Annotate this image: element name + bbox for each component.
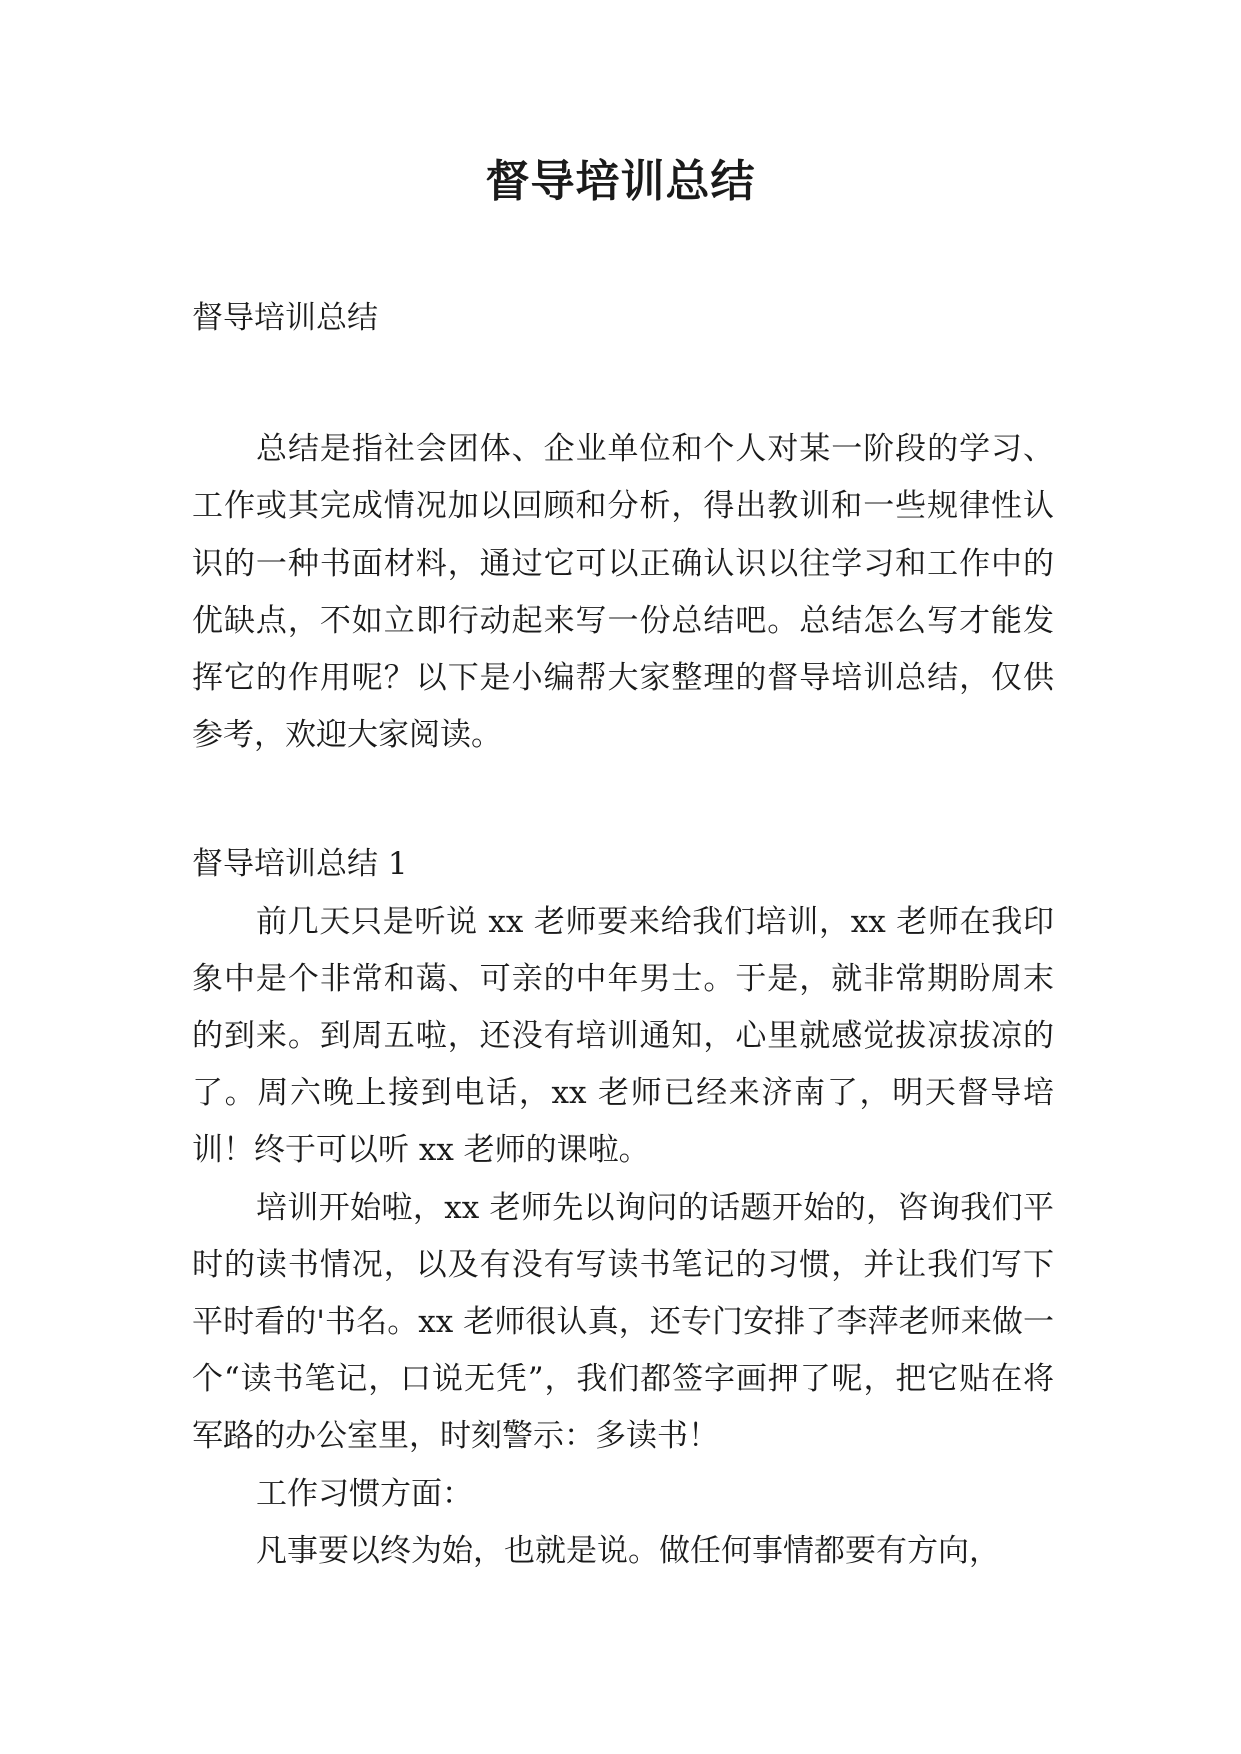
body-paragraph: 凡事要以终为始，也就是说。做任何事情都要有方向， (256, 1532, 1000, 1569)
document-subtitle: 督导培训总结 (192, 300, 378, 336)
spacer (192, 764, 1054, 836)
document-title: 督导培训总结 (485, 156, 756, 207)
document-body (192, 290, 1054, 1580)
body-paragraph: 前几天只是听说 xx 老师要来给我们培训，xx 老师在我印象中是个非常和蔼、可亲的中年男士。于是，就非常期盼周末的到来。到周五啦，还没有培训通知，心里就感觉拔凉拔凉的了。周六晚上接到电话，xx 老师已经来济南了，明天督导培训！终于可以听 xx 老师的课啦。 (192, 903, 1054, 1169)
body-paragraph: 工作习惯方面： (256, 1475, 473, 1512)
intro-paragraph: 总结是指社会团体、企业单位和个人对某一阶段的学习、工作或其完成情况加以回顾和分析，得出教训和一些规律性认识的一种书面材料，通过它可以正确认识以往学习和工作中的优缺点，不如立即行动起来写一份总结吧。总结怎么写才能发挥它的作用呢？以下是小编帮大家整理的督导培训总结，仅供参考，欢迎大家阅读。 (192, 431, 1054, 754)
spacer (192, 347, 1054, 421)
section-heading: 督导培训总结 1 (192, 846, 408, 883)
body-paragraph: 培训开始啦，xx 老师先以询问的话题开始的，咨询我们平时的读书情况，以及有没有写读书笔记的习惯，并让我们写下平时看的'书名。xx 老师很认真，还专门安排了李萍老师来做一个“读书笔记，口说无凭”，我们都签字画押了呢，把它贴在将军路的办公室里，时刻警示：多读书！ (192, 1189, 1054, 1455)
